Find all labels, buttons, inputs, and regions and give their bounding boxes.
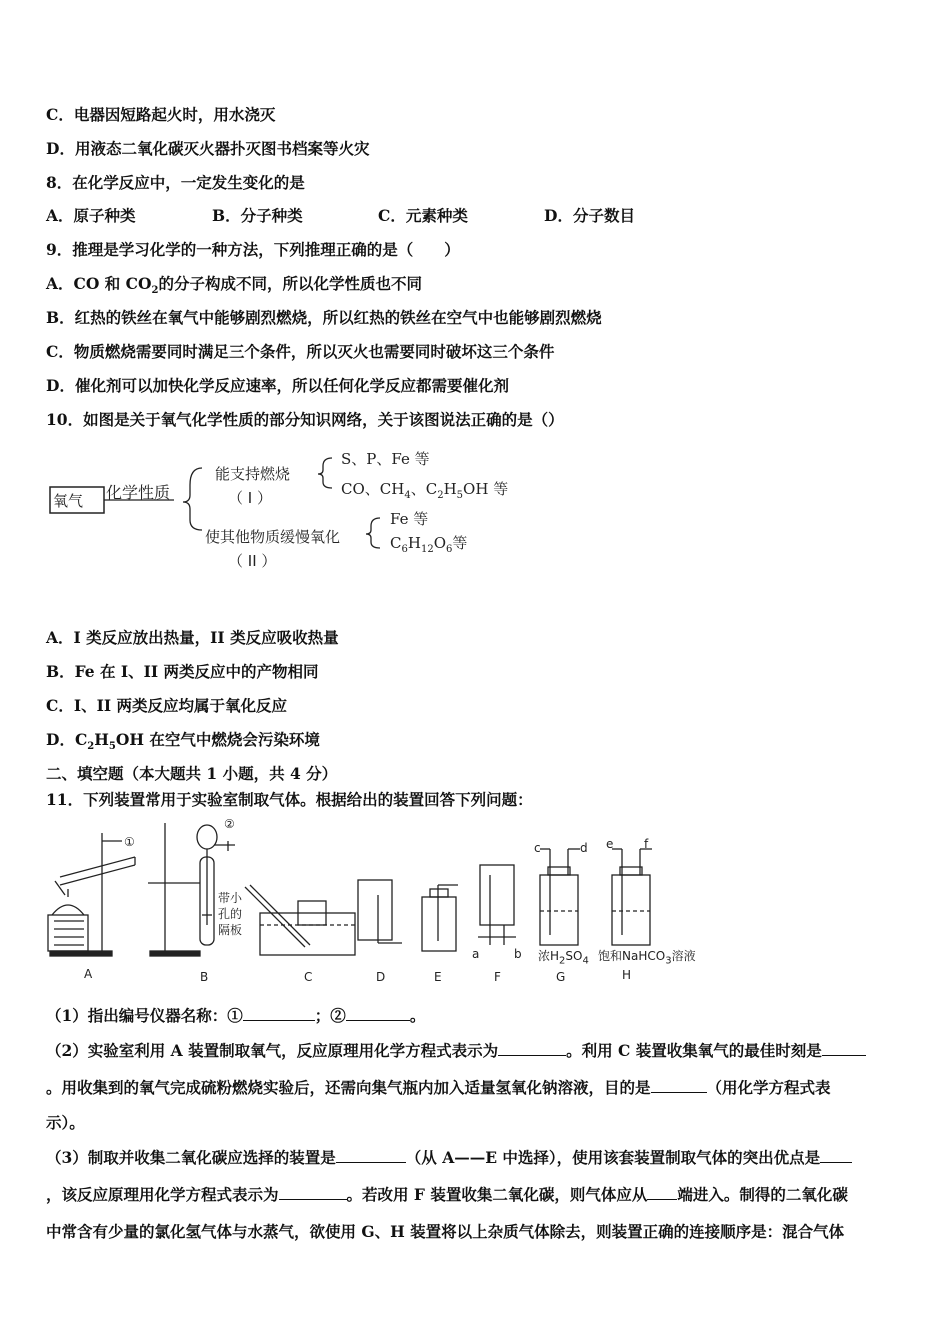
apparatus-f <box>478 865 516 945</box>
plate-text-1: 带小 <box>218 891 243 905</box>
diagram-property: 化学性质 <box>106 483 171 502</box>
apparatus-g <box>540 849 580 945</box>
blank-8[interactable] <box>279 1185 347 1200</box>
apparatus-d <box>358 880 402 943</box>
label-c: C <box>304 970 313 984</box>
apparatus-a <box>48 833 135 956</box>
q10-option-c: C．I、II 两类反应均属于氧化反应 <box>46 696 287 715</box>
q11-stem: 11．下列装置常用于实验室制取气体。根据给出的装置回答下列问题： <box>46 790 533 809</box>
diagram-branch1-item1: S、P、Fe 等 <box>341 450 430 468</box>
port-c: c <box>534 841 541 855</box>
q7-option-d: D．用液态二氧化碳灭火器扑灭图书档案等火灾 <box>46 139 370 158</box>
q8-option-b: B．分子种类 <box>212 206 303 225</box>
q10-option-a: A．I 类反应放出热量，II 类反应吸收热量 <box>46 628 339 647</box>
apparatus-c <box>245 885 355 955</box>
q11-part2-line3: 示）。 <box>46 1113 85 1132</box>
q11-part3-line2: ，该反应原理用化学方程式表示为 。若改用 F 装置收集二氧化碳，则气体应从 端进入。制得的二氧化碳 <box>46 1185 848 1204</box>
apparatus-e <box>422 885 458 951</box>
q7-option-c: C．电器因短路起火时，用水浇灭 <box>46 105 276 124</box>
q8-stem: 8．在化学反应中，一定发生变化的是 <box>46 173 305 192</box>
diagram-branch1-item2: CO、$CH_4$、$C_2H_5OH$ 等 <box>341 480 509 501</box>
blank-9[interactable] <box>647 1185 677 1200</box>
q11-part3-line1: （3）制取并收集二氧化碳应选择的装置是 （从 A——E 中选择），使用该套装置制取气体的突出优点是 <box>46 1146 852 1168</box>
label-a: A <box>84 967 93 981</box>
q9-option-d: D．催化剂可以加快化学反应速率，所以任何化学反应都需要催化剂 <box>46 376 509 395</box>
g-reagent: 浓$H_2SO_4$ <box>538 949 589 967</box>
branch2-brace <box>366 518 380 548</box>
marker-1: ① <box>124 835 135 849</box>
apparatus-figure <box>40 815 720 990</box>
diagram-root: 氧气 <box>53 492 84 510</box>
label-e: E <box>434 970 442 984</box>
h-reagent: 饱和NaHCO$_3$溶液 <box>598 949 696 967</box>
label-d: D <box>376 970 386 984</box>
label-b: B <box>200 970 209 984</box>
blank-6[interactable] <box>336 1148 406 1163</box>
diagram-branch2-item1: Fe 等 <box>390 510 429 528</box>
plate-text-3: 隔板 <box>218 923 243 937</box>
q8-option-c: C．元素种类 <box>378 206 468 225</box>
q10-option-b: B．Fe 在 I、II 两类反应中的产物相同 <box>46 662 319 681</box>
port-a: a <box>472 947 480 961</box>
diagram-branch2-item2: $C_6H_{12}O_6$等 <box>390 534 468 555</box>
q8-option-a: A．原子种类 <box>46 206 136 225</box>
q8-option-d: D．分子数目 <box>544 206 635 225</box>
q11-part3-line3: 中常含有少量的氯化氢气体与水蒸气，欲使用 G、H 装置将以上杂质气体除去，则装置正确的连接顺序是：混合气体 <box>46 1222 845 1241</box>
q9-option-c: C．物质燃烧需要同时满足三个条件，所以灭火也需要同时破坏这三个条件 <box>46 342 555 361</box>
port-e: e <box>606 837 614 851</box>
blank-1[interactable] <box>243 1006 315 1021</box>
label-g: G <box>556 970 566 984</box>
blank-2[interactable] <box>346 1006 410 1021</box>
diagram-branch1-tag: （ I ） <box>228 489 272 507</box>
oxygen-knowledge-diagram <box>40 440 520 580</box>
port-f: f <box>644 837 649 851</box>
blank-7[interactable] <box>820 1148 852 1163</box>
q11-part2-line1: （2）实验室利用 A 装置制取氧气，反应原理用化学方程式表示为 。利用 C 装置收集氧气的最佳时刻是 <box>46 1039 866 1061</box>
apparatus-h <box>612 849 652 945</box>
diagram-lines <box>40 440 520 580</box>
marker-2: ② <box>224 817 235 831</box>
blank-4[interactable] <box>822 1041 866 1056</box>
diagram-branch2: 使其他物质缓慢氧化 <box>205 528 341 546</box>
q10-option-d: D．$C_2H_5OH$ 在空气中燃烧会污染环境 <box>46 730 320 753</box>
q9-stem: 9．推理是学习化学的一种方法，下列推理正确的是（ ） <box>46 240 460 259</box>
q9-option-a: A．CO 和 $CO_2$的分子构成不同，所以化学性质也不同 <box>46 274 422 297</box>
q11-part1: （1）指出编号仪器名称：① ；② 。 <box>46 1006 426 1025</box>
main-brace <box>183 468 202 530</box>
plate-text-2: 孔的 <box>218 907 243 921</box>
diagram-branch1: 能支持燃烧 <box>215 465 291 483</box>
q10-stem: 10．如图是关于氧气化学性质的部分知识网络，关于该图说法正确的是（） <box>46 410 564 429</box>
label-h: H <box>622 968 632 982</box>
section2-heading: 二、填空题（本大题共 1 小题，共 4 分） <box>46 764 338 783</box>
q11-part2-line2: 。用收集到的氧气完成硫粉燃烧实验后，还需向集气瓶内加入适量氢氧化钠溶液，目的是 （用化学方程式表 <box>46 1078 831 1097</box>
port-d: d <box>580 841 588 855</box>
blank-3[interactable] <box>498 1041 566 1056</box>
port-b: b <box>514 947 522 961</box>
blank-5[interactable] <box>651 1078 707 1093</box>
q9-option-b: B．红热的铁丝在氧气中能够剧烈燃烧，所以红热的铁丝在空气中也能够剧烈燃烧 <box>46 308 602 327</box>
label-f: F <box>494 970 501 984</box>
diagram-branch2-tag: （ II ） <box>228 552 277 570</box>
branch1-brace <box>318 458 332 488</box>
